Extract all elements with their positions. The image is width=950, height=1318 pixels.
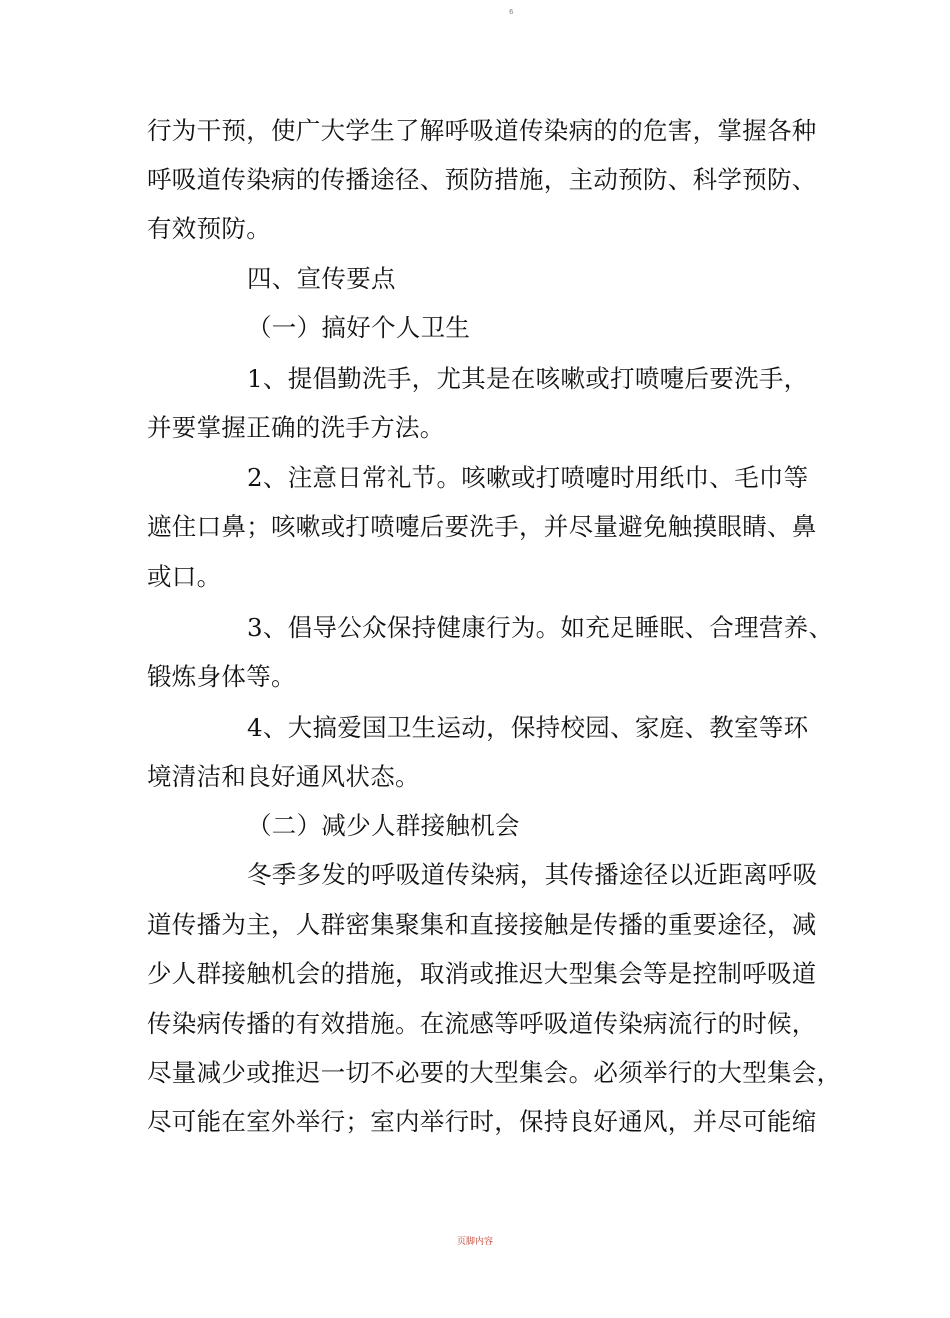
text-line: 3、倡导公众保持健康行为。如充足睡眠、合理营养、 [247, 613, 834, 642]
text-line: 传染病传播的有效措施。在流感等呼吸道传染病流行的时候， [147, 1009, 817, 1038]
subsection-heading: （一）搞好个人卫生 [247, 313, 471, 342]
page-footer: 页脚内容 [456, 1237, 493, 1247]
text-line: 行为干预，使广大学生了解呼吸道传染病的的危害，掌握各种 [147, 116, 817, 145]
text-line: 少人群接触机会的措施，取消或推迟大型集会等是控制呼吸道 [147, 959, 817, 988]
text-line: 锻炼身体等。 [147, 662, 296, 691]
subsection-heading: （二）减少人群接触机会 [247, 811, 520, 840]
text-line: 境清洁和良好通风状态。 [147, 762, 420, 791]
text-line: 1、提倡勤洗手，尤其是在咳嗽或打喷嚏后要洗手， [247, 364, 809, 393]
section-heading: 四、宣传要点 [247, 264, 396, 293]
text-line: 有效预防。 [147, 214, 271, 243]
text-line: 呼吸道传染病的传播途径、预防措施，主动预防、科学预防、 [147, 165, 817, 194]
text-line: 道传播为主，人群密集聚集和直接接触是传播的重要途径，减 [147, 910, 817, 939]
text-line: 冬季多发的呼吸道传染病，其传播途径以近距离呼吸 [247, 860, 818, 889]
text-line: 并要掌握正确的洗手方法。 [147, 413, 445, 442]
text-line: 或口。 [147, 562, 222, 591]
text-line: 遮住口鼻；咳嗽或打喷嚏后要洗手，并尽量避免触摸眼睛、鼻 [147, 512, 817, 541]
text-line: 尽量减少或推迟一切不必要的大型集会。必须举行的大型集会， [147, 1058, 842, 1087]
text-line: 2、注意日常礼节。咳嗽或打喷嚏时用纸巾、毛巾等 [247, 463, 809, 492]
text-line: 4、大搞爱国卫生运动，保持校园、家庭、教室等环 [247, 713, 809, 742]
page-number-mark: 6 [509, 8, 514, 16]
text-line: 尽可能在室外举行；室内举行时，保持良好通风，并尽可能缩 [147, 1107, 817, 1136]
